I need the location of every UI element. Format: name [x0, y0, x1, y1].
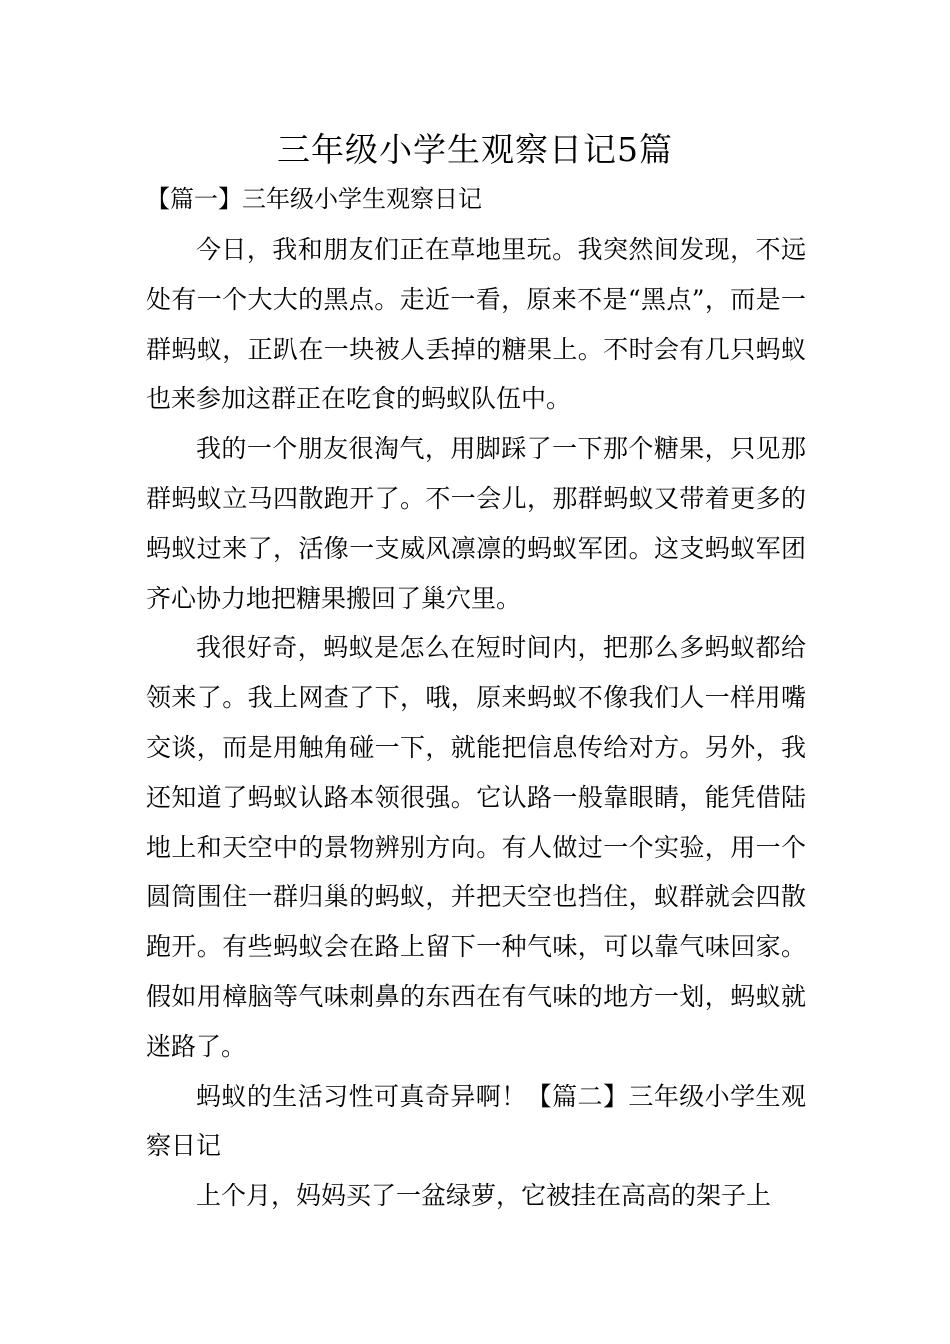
paragraph-1: 今日，我和朋友们正在草地里玩。我突然间发现，不远处有一个大大的黑点。走近一看，原来不是“黑点”，而是一群蚂蚁，正趴在一块被人丢掉的糖果上。不时会有几只蚂蚁也来参加这群正在吃食的蚂蚁队伍中。 — [146, 235, 806, 414]
paragraph-4: 蚂蚁的生活习性可真奇异啊！【篇二】三年级小学生观察日记 — [146, 1081, 806, 1161]
paragraph-2: 我的一个朋友很淘气，用脚踩了一下那个糖果，只见那群蚂蚁立马四散跑开了。不一会儿，那群蚂蚁又带着更多的蚂蚁过来了，活像一支威风凛凛的蚂蚁军团。这支蚂蚁军团齐心协力地把糖果搬回了巢穴里。 — [146, 434, 806, 613]
document-title: 三年级小学生观察日记5篇 — [277, 130, 673, 169]
section-heading: 【篇一】三年级小学生观察日记 — [146, 185, 482, 213]
document-body — [146, 225, 806, 1221]
paragraph-3: 我很好奇，蚂蚁是怎么在短时间内，把那么多蚂蚁都给领来了。我上网查了下，哦，原来蚂蚁不像我们人一样用嘴交谈，而是用触角碰一下，就能把信息传给对方。另外，我还知道了蚂蚁认路本领很强。它认路一般靠眼睛，能凭借陆地上和天空中的景物辨别方向。有人做过一个实验，用一个圆筒围住一群归巢的蚂蚁，并把天空也挡住，蚁群就会四散跑开。有些蚂蚁会在路上留下一种气味，可以靠气味回家。假如用樟脑等气味刺鼻的东西在有气味的地方一划，蚂蚁就迷路了。 — [146, 633, 806, 1061]
paragraph-5: 上个月，妈妈买了一盆绿萝，它被挂在高高的架子上 — [196, 1181, 772, 1211]
